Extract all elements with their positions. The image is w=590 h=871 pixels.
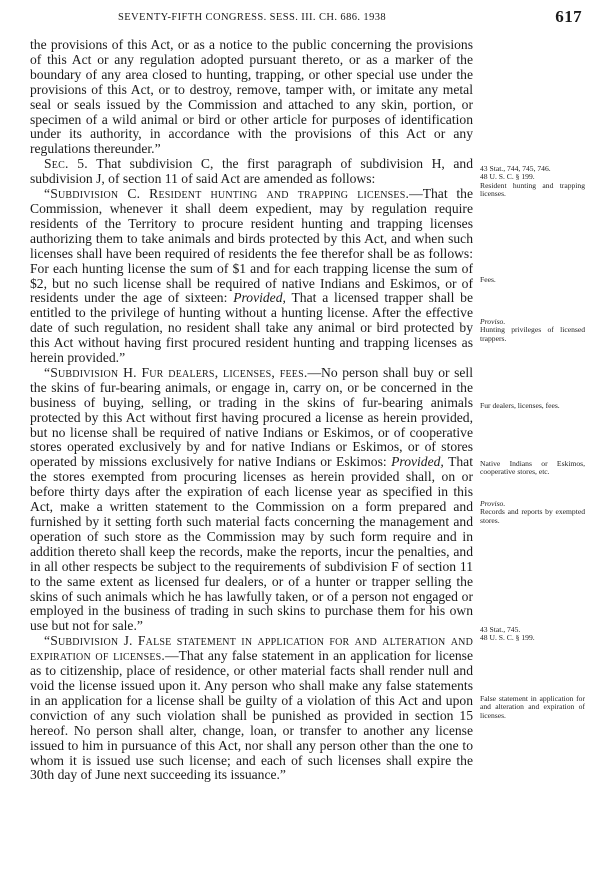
margin-note-label: Resident hunting and trapping licenses. [480, 180, 585, 198]
statute-citation: 43 Stat., 745. [480, 625, 521, 634]
margin-note-native-stores [480, 460, 585, 477]
proviso-word: Provided, [391, 454, 444, 470]
paragraph-text: That a licensed trapper shall be entitled to the privilege of hunting without a hunting license. After the effective date of such regulation, no resident shall take any animal or bird protected by this Act without having first procured resident hunting and trapping licenses as herein provided.” [30, 290, 473, 366]
proviso-word: Provided, [233, 290, 286, 306]
page-number: 617 [555, 7, 582, 26]
margin-note-citation [480, 165, 585, 198]
paragraph-subdivision-h [30, 366, 473, 634]
usc-citation: 48 U. S. C. § 199. [480, 633, 535, 643]
subdivision-heading: “Subdivision J. False statement in application for and alteration and expiration of licenses. [30, 633, 473, 664]
statute-citation: 43 Stat., 744, 745, 746. [480, 164, 551, 173]
paragraph-subdivision-c [30, 187, 473, 366]
margin-note-citation-2 [480, 626, 585, 643]
margin-note-fees [480, 276, 585, 284]
paragraph-text: —No person shall buy or sell the skins of fur-bearing animals, or engage in, carry on, or be concerned in the business of buying, selling, or trading in the skins of fur-bearing animals protected by this Act without first having procured a license as herein provided, but no license shall be required of native Indians or Eskimos, or of cooperative stores operated exclusively by and for native Indians or Eskimos, or of stores operated by missions exclusively for native Indians or Eskimos: [30, 364, 473, 470]
running-head: SEVENTY-FIFTH CONGRESS. SESS. III. CH. 686. 1938 [118, 12, 387, 23]
margin-note-label: Fees. [480, 275, 496, 284]
usc-citation: 48 U. S. C. § 199. [480, 172, 535, 182]
paragraph-section-5 [30, 157, 473, 187]
page-header [0, 7, 590, 29]
paragraph-text: the provisions of this Act, or as a notice to the public concerning the provisions of this Act or any regulation adopted pursuant thereto, or as a marker of the boundary of any area closed to hunting, trapping, or other special use under the provisions of this Act, or to destroy, remove, tamper with, or imitate any metal seal or seals issued by the Commission and attached to any skin, portion, or specimen of a wild animal or bird or other article for purposes of identification under its authority, in accordance with the provisions of this Act or any regulations thereunder.” [30, 37, 473, 157]
paragraph-text: —That the Commission, whenever it shall deem expedient, may by regulation require residents of the Territory to procure resident hunting and trapping licenses authorizing them to take animals and birds protected by this Act, and when such licenses shall have been required of residents the fee therefor shall be as follows: For each hunting license the sum of $1 and for each trapping license the sum of $2, but no such license shall be required of native Indians and Eskimos, or of residents under the age of sixteen: [30, 186, 474, 306]
section-heading: Sec. 5. [44, 156, 88, 172]
paragraph-subdivision-j [30, 634, 473, 783]
margin-note-proviso [480, 318, 585, 343]
margin-note-fur-dealers [480, 402, 585, 410]
paragraph-text: —That any false statement in an application for license as to citizenship, place of residence, or other material facts shall render null and void the license issued upon it. Any person who shall make any false statements in an application for a license shall be guilty of a violation of this Act and upon conviction of any such violation shall be punished as provided in section 15 hereof. No person shall alter, change, loan, or transfer to another any license issued to him in pursuance of this Act, nor shall any person other than the one to whom it is issued use such license; and each of such licenses shall expire the 30th day of June next succeeding its issuance.” [30, 648, 473, 783]
margin-note-label: False statement in application for and alteration and expiration of licenses. [480, 694, 585, 720]
paragraph-continuation [30, 38, 473, 157]
subdivision-heading: “Subdivision C. Resident hunting and trapping licenses. [44, 186, 410, 202]
margin-note-proviso-records [480, 500, 585, 525]
subdivision-heading: “Subdivision H. Fur dealers, licenses, fees. [44, 364, 308, 380]
margin-note-label: Records and reports by exempted stores. [480, 507, 585, 525]
paragraph-text: That the stores exempted from procuring licenses as herein provided shall, on or before thirty days after the expiration of each license year as specified in this Act, make a written statement to the Commission on a form prepared and furnished by it setting forth such material facts concerning the management and operation of such store as the Commission may by such form require and in addition thereto shall keep the records, make the reports, incur the penalties, and in all other respects be subject to the requirements of subdivision F of section 11 to the same extent as licensed fur dealers, or of a hunter or trapper selling the skins of such animals which he has lawfully taken, or of a person not engaged or employed in the business of trading in such skins to purchase them for his own use but not for sale.” [30, 454, 473, 634]
margin-note-false-statement [480, 695, 585, 720]
paragraph-text: That subdivision C, the first paragraph of subdivision H, and subdivision J, of section 11 of said Act are amended as follows: [30, 156, 473, 187]
proviso-label: Proviso. [480, 317, 506, 326]
margin-note-label: Hunting privileges of licensed trappers. [480, 325, 585, 343]
margin-note-label: Fur dealers, licenses, fees. [480, 401, 560, 410]
proviso-label: Proviso. [480, 499, 506, 508]
body-text [30, 38, 473, 783]
margin-note-label: Native Indians or Eskimos, cooperative stores, etc. [480, 459, 585, 477]
